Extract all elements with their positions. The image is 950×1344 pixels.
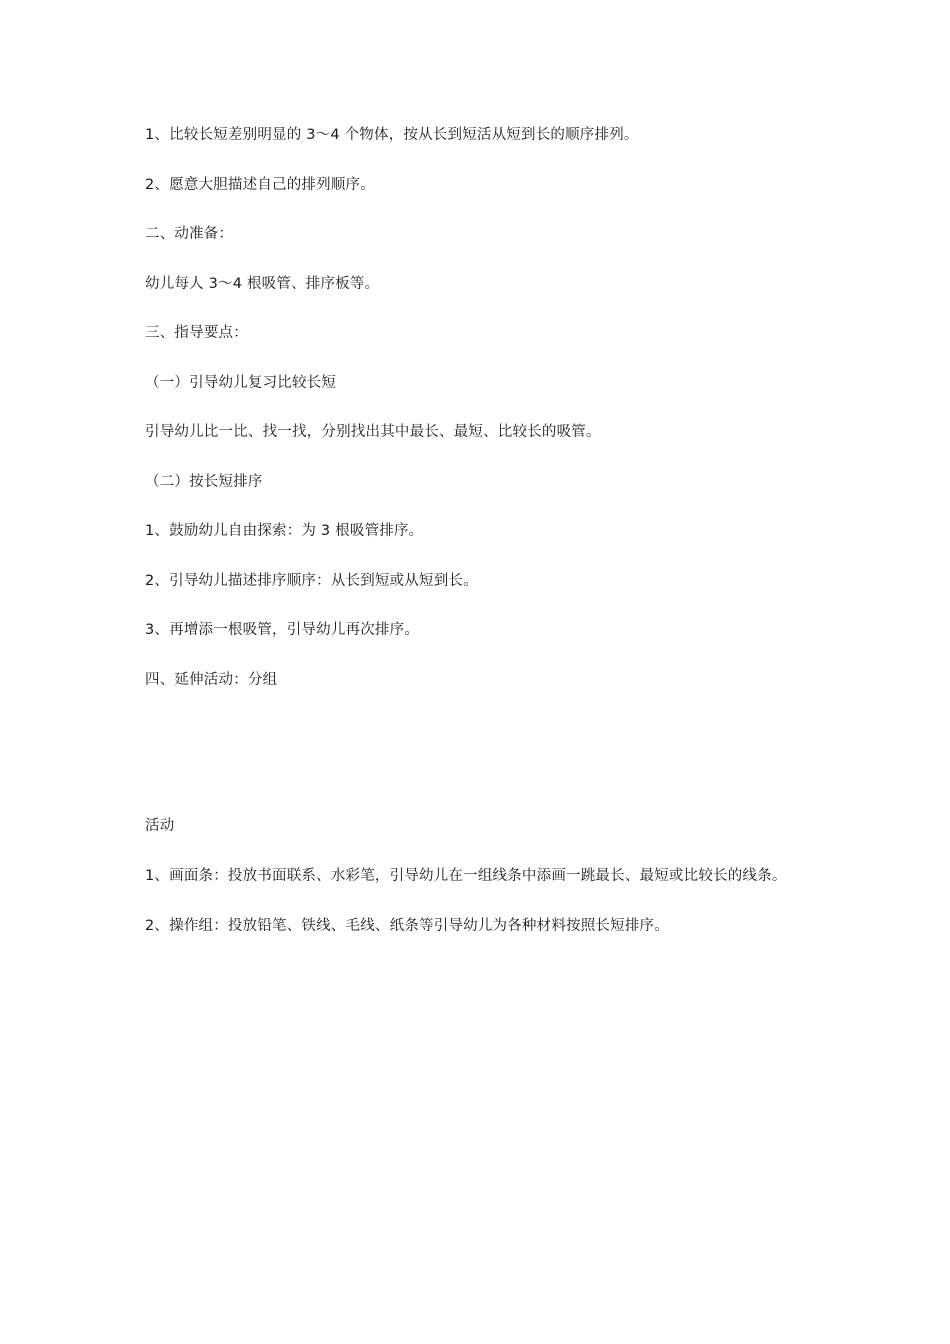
activity-item-2: 2、操作组：投放铅笔、铁线、毛线、纸条等引导幼儿为各种材料按照长短排序。 <box>145 917 669 934</box>
sorting-item-3: 3、再增添一根吸管，引导幼儿再次排序。 <box>145 622 420 638</box>
review-text: 引导幼儿比一比、找一找，分别找出其中最长、最短、比较长的吸管。 <box>145 424 601 440</box>
preparation-text: 幼儿每人 3～4 根吸管、排序板等。 <box>145 275 380 292</box>
document-body <box>145 124 817 964</box>
subheading-sorting: （二）按长短排序 <box>145 473 263 490</box>
section-heading-extension: 四、延伸活动：分组 <box>145 671 278 688</box>
goal-item-1: 1、比较长短差别明显的 3～4 个物体，按从长到短活从短到长的顺序排列。 <box>145 127 639 143</box>
activity-item-1: 1、画面条：投放书面联系、水彩笔，引导幼儿在一组线条中添画一跳最长、最短或比较长的线条。 <box>145 867 787 884</box>
section-heading-preparation: 二、动准备： <box>145 226 234 242</box>
goal-item-2: 2、愿意大胆描述自己的排列顺序。 <box>145 176 375 193</box>
sorting-item-1: 1、鼓励幼儿自由探索：为 3 根吸管排序。 <box>145 523 424 539</box>
subheading-review: （一）引导幼儿复习比较长短 <box>145 374 337 391</box>
section-heading-guidance: 三、指导要点： <box>145 325 248 341</box>
activity-heading: 活动 <box>145 818 175 834</box>
sorting-item-2: 2、引导幼儿描述排序顺序：从长到短或从短到长。 <box>145 572 478 589</box>
blank-spacer <box>145 718 817 815</box>
